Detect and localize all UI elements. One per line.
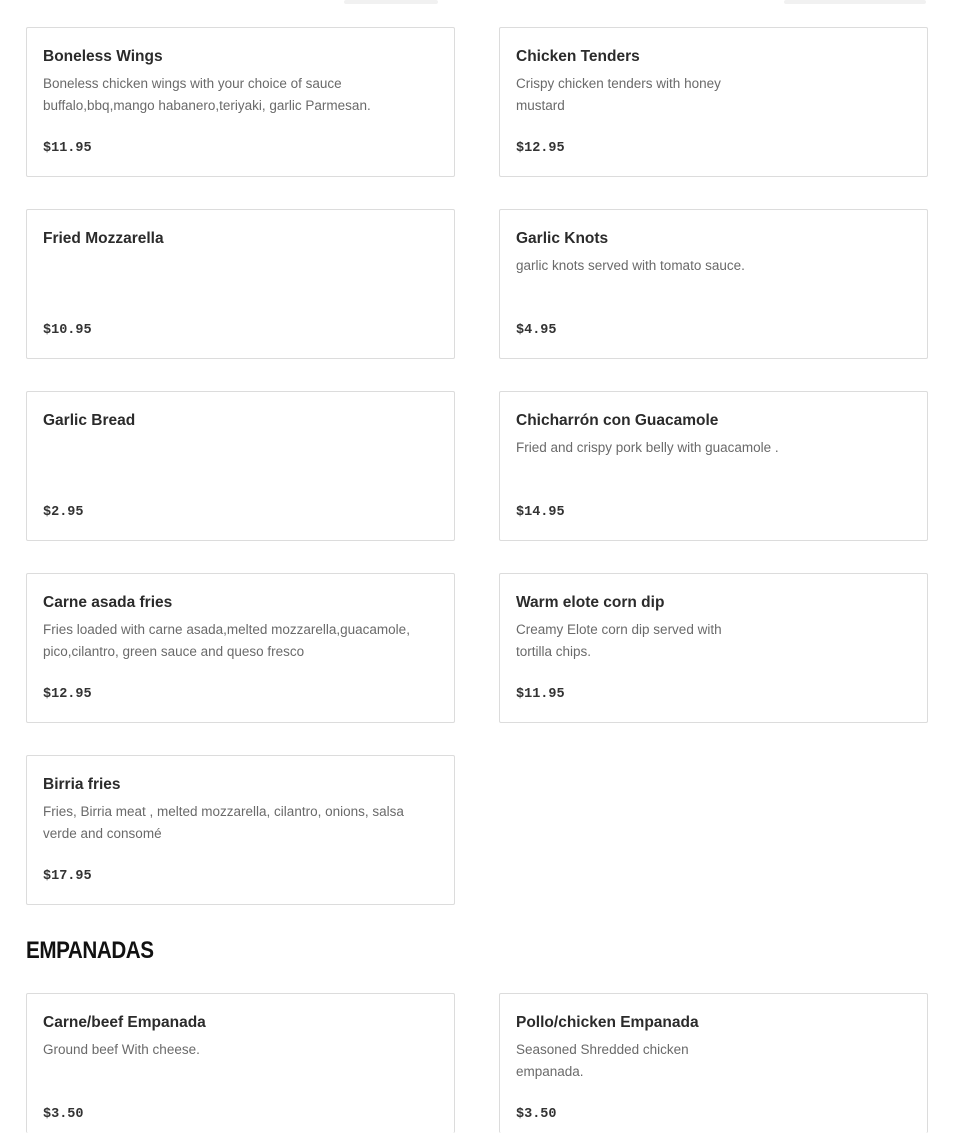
menu-item-name: Garlic Bread [43, 412, 136, 429]
menu-item-description: Creamy Elote corn dip served with tortilla chips. [516, 622, 722, 659]
menu-item-card[interactable] [26, 993, 455, 1133]
menu-item-card[interactable] [499, 27, 928, 177]
menu-item-price: $10.95 [43, 323, 92, 338]
menu-item-price: $2.95 [43, 505, 84, 520]
menu-item-card[interactable] [26, 391, 455, 541]
menu-item-card[interactable] [26, 573, 455, 723]
menu-item-price: $12.95 [43, 687, 92, 702]
menu-item-card[interactable] [26, 209, 455, 359]
menu-item-description: Fries loaded with carne asada,melted mozzarella,guacamole, pico,cilantro, green sauce and queso fresco [43, 622, 410, 659]
menu-item-name: Boneless Wings [43, 48, 163, 65]
menu-item-card[interactable] [499, 209, 928, 359]
top-divider [344, 0, 438, 4]
menu-item-name: Carne/beef Empanada [43, 1014, 206, 1031]
menu-item-name: Carne asada fries [43, 594, 173, 611]
menu-item-name: Chicken Tenders [516, 48, 640, 65]
appetizers-grid [26, 27, 928, 905]
menu-item-name: Chicharrón con Guacamole [516, 412, 719, 429]
menu-item-name: Birria fries [43, 776, 121, 793]
menu-item-price: $4.95 [516, 323, 557, 338]
menu-item-card[interactable] [26, 755, 455, 905]
menu-item-price: $17.95 [43, 869, 92, 884]
menu-item-name: Pollo/chicken Empanada [516, 1014, 699, 1031]
menu-item-name: Garlic Knots [516, 230, 609, 247]
menu-item-name: Warm elote corn dip [516, 594, 665, 611]
menu-item-description: garlic knots served with tomato sauce. [516, 258, 745, 273]
menu-item-description: Fries, Birria meat , melted mozzarella, cilantro, onions, salsa verde and consomé [43, 804, 404, 841]
menu-item-card[interactable] [499, 573, 928, 723]
menu-item-price: $3.50 [516, 1107, 557, 1122]
menu-item-description: Boneless chicken wings with your choice of sauce buffalo,bbq,mango habanero,teriyaki, garlic Parmesan. [43, 76, 371, 113]
menu-item-card[interactable] [499, 993, 928, 1133]
menu-item-description: Fried and crispy pork belly with guacamole . [516, 440, 779, 455]
menu-item-description: Crispy chicken tenders with honey mustard [516, 76, 721, 113]
menu-item-price: $14.95 [516, 505, 565, 520]
menu-item-card[interactable] [499, 391, 928, 541]
menu-item-price: $11.95 [43, 141, 92, 156]
menu-item-card[interactable] [26, 27, 455, 177]
menu-item-price: $12.95 [516, 141, 565, 156]
menu-item-name: Fried Mozzarella [43, 230, 164, 247]
empanadas-grid [26, 993, 928, 1133]
top-divider [784, 0, 926, 4]
menu-item-description: Ground beef With cheese. [43, 1042, 200, 1057]
menu-item-price: $11.95 [516, 687, 565, 702]
menu-item-description: Seasoned Shredded chicken empanada. [516, 1042, 689, 1079]
menu-item-price: $3.50 [43, 1107, 84, 1122]
section-title-empanadas: EMPANADAS [26, 937, 154, 964]
